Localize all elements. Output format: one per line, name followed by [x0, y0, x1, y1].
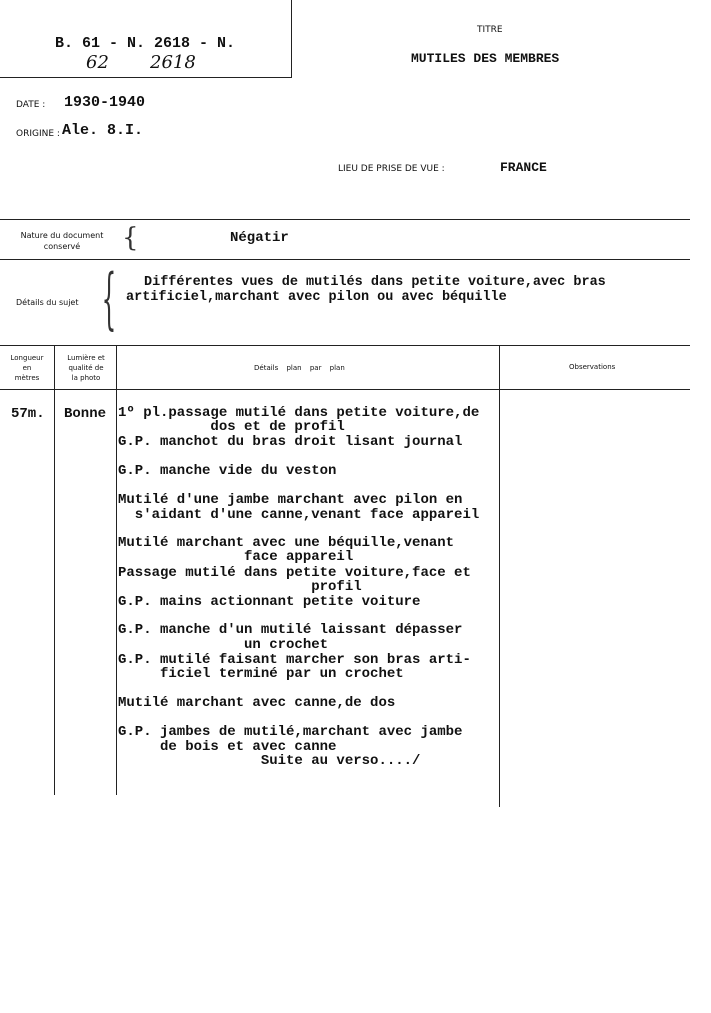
- lumiere-value: Bonne: [64, 406, 107, 422]
- detail-row-6: s'aidant d'une canne,venant face appareil: [118, 507, 480, 523]
- detail-row-13: un crochet: [118, 637, 329, 653]
- detail-row-10: profil: [118, 579, 362, 595]
- detail-row-2: dos et de profil: [118, 419, 345, 435]
- detail-row-16: Mutilé marchant avec canne,de dos: [118, 695, 396, 711]
- nature-top-rule: [0, 219, 690, 220]
- detail-row-5: Mutilé d'une jambe marchant avec pilon en: [118, 492, 463, 508]
- column-divider-1: [54, 345, 55, 795]
- details-sujet-label: Détails du sujet: [16, 298, 79, 307]
- detail-row-12: G.P. manche d'un mutilé laissant dépasser: [118, 622, 463, 638]
- nature-brace: {: [122, 223, 139, 253]
- table-header-rule: [0, 389, 690, 390]
- nature-label-line2: conservé: [43, 242, 81, 251]
- lieu-value: FRANCE: [500, 160, 547, 175]
- detail-row-7: Mutilé marchant avec une béquille,venant: [118, 535, 455, 551]
- origine-label: ORIGINE :: [16, 129, 60, 139]
- date-value: 1930-1940: [64, 94, 146, 111]
- column-divider-2: [116, 345, 117, 795]
- header-lumiere: Lumière et qualité de la photo: [67, 354, 105, 382]
- table-top-rule: [0, 345, 690, 346]
- longueur-value: 57m.: [11, 406, 45, 422]
- column-divider-3: [499, 345, 500, 807]
- detail-row-15: ficiel terminé par un crochet: [118, 666, 404, 682]
- detail-row-8: face appareil: [118, 549, 354, 565]
- nature-label-line1: Nature du document: [20, 231, 104, 240]
- detail-row-11: G.P. mains actionnant petite voiture: [118, 594, 421, 610]
- detail-row-3: G.P. manchot du bras droit lisant journal: [118, 434, 463, 450]
- header-longueur: Longueur en mètres: [10, 354, 44, 382]
- nature-value: Négatir: [230, 230, 289, 246]
- header-box-right-border: [291, 0, 292, 77]
- detail-row-4: G.P. manche vide du veston: [118, 463, 337, 479]
- date-label: DATE :: [16, 100, 46, 110]
- reference-handwritten-2: 2618: [150, 52, 196, 73]
- lieu-label: LIEU DE PRISE DE VUE :: [338, 164, 445, 174]
- details-sujet-line1: Différentes vues de mutilés dans petite voiture,avec bras: [144, 275, 606, 290]
- origine-value: Ale. 8.I.: [62, 122, 144, 139]
- reference-handwritten-1: 62: [86, 52, 109, 73]
- header-details: Détails plan par plan: [254, 364, 345, 372]
- header-observations: Observations: [569, 363, 616, 371]
- detail-row-17: G.P. jambes de mutilé,marchant avec jambe: [118, 724, 463, 740]
- reference-number: B. 61 - N. 2618 - N.: [55, 35, 236, 52]
- nature-label: [14, 230, 110, 252]
- detail-row-19: Suite au verso..../: [118, 753, 421, 769]
- header-box-bottom-border: [0, 77, 292, 78]
- detail-row-1: 1º pl.passage mutilé dans petite voiture,de: [118, 405, 480, 421]
- titre-label: TITRE: [477, 25, 503, 35]
- details-sujet-line2: artificiel,marchant avec pilon ou avec béquille: [126, 290, 507, 305]
- detail-row-18: de bois et avec canne: [118, 739, 337, 755]
- titre-value: MUTILES DES MEMBRES: [411, 51, 560, 66]
- detail-row-14: G.P. mutilé faisant marcher son bras arti-: [118, 652, 471, 668]
- detail-row-9: Passage mutilé dans petite voiture,face et: [118, 565, 471, 581]
- details-sujet-brace: {: [101, 260, 117, 337]
